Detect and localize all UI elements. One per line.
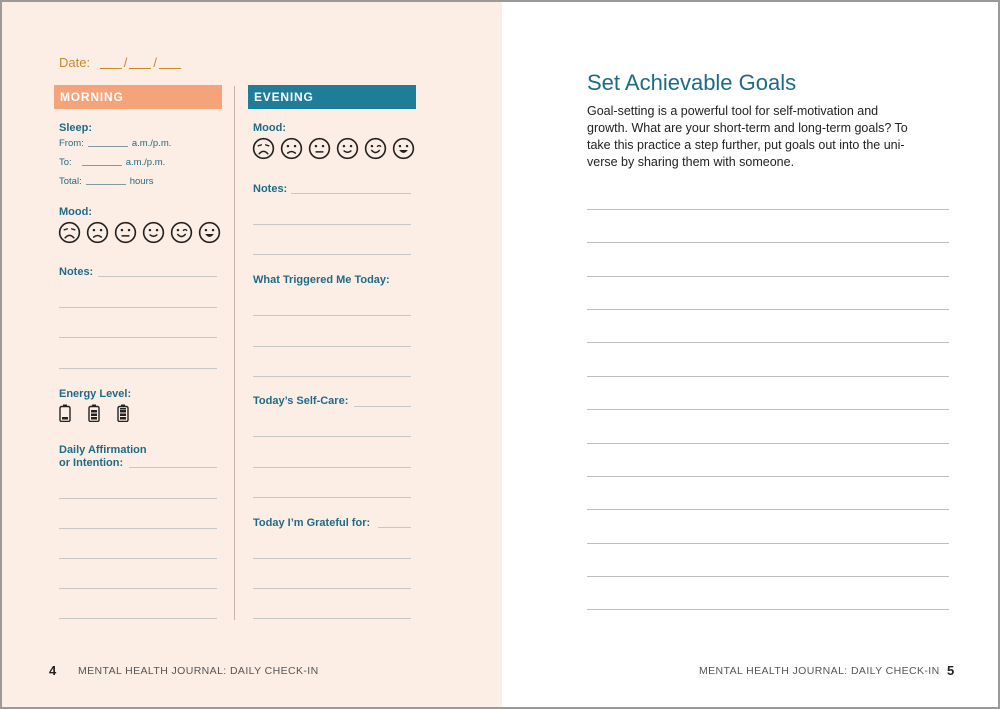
mood-very-sad-face-icon[interactable] — [252, 137, 275, 160]
write-line[interactable] — [253, 315, 411, 316]
writing-line[interactable] — [587, 342, 949, 343]
date-field — [59, 55, 183, 70]
self-care-label: Today’s Self-Care: — [253, 395, 349, 407]
from-blank[interactable] — [88, 146, 128, 147]
write-line[interactable] — [253, 346, 411, 347]
affirmation-label-line-2: or Intention: — [59, 457, 124, 469]
body-line: take this practice a step further, put goals out into the uni- — [587, 138, 905, 152]
energy-batteries — [59, 404, 129, 422]
mood-slight-smile-face-icon[interactable] — [336, 137, 359, 160]
writing-line[interactable] — [587, 309, 949, 310]
write-line[interactable] — [59, 588, 217, 589]
right-page — [502, 2, 1000, 709]
ampm-label: a.m./p.m. — [131, 138, 172, 149]
writing-line[interactable] — [587, 476, 949, 477]
body-text — [587, 103, 947, 171]
page-number-right: 5 — [947, 663, 955, 678]
mood-sad-face-icon[interactable] — [86, 221, 109, 244]
writing-line[interactable] — [587, 543, 949, 544]
mood-happy-face-icon[interactable] — [198, 221, 221, 244]
write-line[interactable] — [253, 436, 411, 437]
evening-notes-label: Notes: — [253, 183, 288, 195]
sleep-from-row — [59, 138, 171, 149]
write-line[interactable] — [59, 618, 217, 619]
write-line[interactable] — [59, 528, 217, 529]
date-year-blank[interactable] — [159, 68, 181, 69]
date-label: Date: — [59, 55, 91, 70]
total-blank[interactable] — [86, 184, 126, 185]
evening-mood-faces — [252, 137, 415, 160]
hours-label: hours — [129, 176, 154, 187]
evening-mood-label: Mood: — [253, 122, 286, 134]
writing-line[interactable] — [587, 209, 949, 210]
write-line[interactable] — [59, 368, 217, 369]
morning-mood-label: Mood: — [59, 206, 92, 218]
mood-neutral-face-icon[interactable] — [308, 137, 331, 160]
mood-neutral-face-icon[interactable] — [114, 221, 137, 244]
write-line[interactable] — [59, 498, 217, 499]
write-line[interactable] — [378, 527, 411, 528]
writing-line[interactable] — [587, 276, 949, 277]
writing-line[interactable] — [587, 242, 949, 243]
evening-header: EVENING — [248, 85, 416, 109]
mood-sad-face-icon[interactable] — [280, 137, 303, 160]
morning-header: MORNING — [54, 85, 222, 109]
writing-line[interactable] — [587, 376, 949, 377]
sleep-to-row — [59, 157, 165, 168]
write-line[interactable] — [253, 588, 411, 589]
write-line[interactable] — [253, 618, 411, 619]
running-title-left: MENTAL HEALTH JOURNAL: DAILY CHECK-IN — [78, 665, 319, 677]
page-title: Set Achievable Goals — [587, 70, 797, 95]
mood-very-sad-face-icon[interactable] — [58, 221, 81, 244]
mood-happy-face-icon[interactable] — [392, 137, 415, 160]
morning-mood-faces — [58, 221, 221, 244]
write-line[interactable] — [59, 307, 217, 308]
mood-wink-face-icon[interactable] — [170, 221, 193, 244]
write-line[interactable] — [129, 467, 217, 468]
write-line[interactable] — [59, 558, 217, 559]
morning-notes-label: Notes: — [59, 266, 94, 278]
write-line[interactable] — [59, 337, 217, 338]
column-divider — [234, 86, 235, 620]
date-month-blank[interactable] — [100, 68, 122, 69]
writing-line[interactable] — [587, 609, 949, 610]
battery-low-icon[interactable] — [59, 404, 71, 422]
write-line[interactable] — [291, 193, 411, 194]
body-line: verse by sharing them with someone. — [587, 155, 795, 169]
write-line[interactable] — [98, 276, 217, 277]
write-line[interactable] — [253, 224, 411, 225]
affirmation-label-line-1: Daily Affirmation — [59, 444, 147, 456]
sleep-total-row — [59, 176, 153, 187]
write-line[interactable] — [253, 497, 411, 498]
battery-high-icon[interactable] — [117, 404, 129, 422]
grateful-label: Today I’m Grateful for: — [253, 517, 371, 529]
writing-line[interactable] — [587, 409, 949, 410]
from-label: From: — [59, 138, 84, 149]
writing-line[interactable] — [587, 443, 949, 444]
body-line: Goal-setting is a powerful tool for self-motivation and — [587, 104, 879, 118]
write-line[interactable] — [253, 376, 411, 377]
total-label: Total: — [59, 176, 82, 187]
ampm-label: a.m./p.m. — [125, 157, 166, 168]
body-line: growth. What are your short-term and long-term goals? To — [587, 121, 908, 135]
date-separator: / — [153, 55, 157, 70]
mood-wink-face-icon[interactable] — [364, 137, 387, 160]
mood-slight-smile-face-icon[interactable] — [142, 221, 165, 244]
writing-line[interactable] — [587, 576, 949, 577]
running-title-right: MENTAL HEALTH JOURNAL: DAILY CHECK-IN — [699, 665, 940, 677]
write-line[interactable] — [253, 254, 411, 255]
sleep-label: Sleep: — [59, 122, 93, 134]
date-day-blank[interactable] — [129, 68, 151, 69]
date-separator: / — [123, 55, 128, 70]
page-number-left: 4 — [49, 663, 57, 678]
write-line[interactable] — [253, 467, 411, 468]
to-blank[interactable] — [82, 165, 122, 166]
write-line[interactable] — [253, 558, 411, 559]
battery-medium-icon[interactable] — [88, 404, 100, 422]
to-label: To: — [59, 157, 72, 168]
energy-level-label: Energy Level: — [59, 388, 132, 400]
triggered-label: What Triggered Me Today: — [253, 274, 390, 286]
writing-line[interactable] — [587, 509, 949, 510]
write-line[interactable] — [354, 406, 411, 407]
left-page — [2, 2, 502, 709]
